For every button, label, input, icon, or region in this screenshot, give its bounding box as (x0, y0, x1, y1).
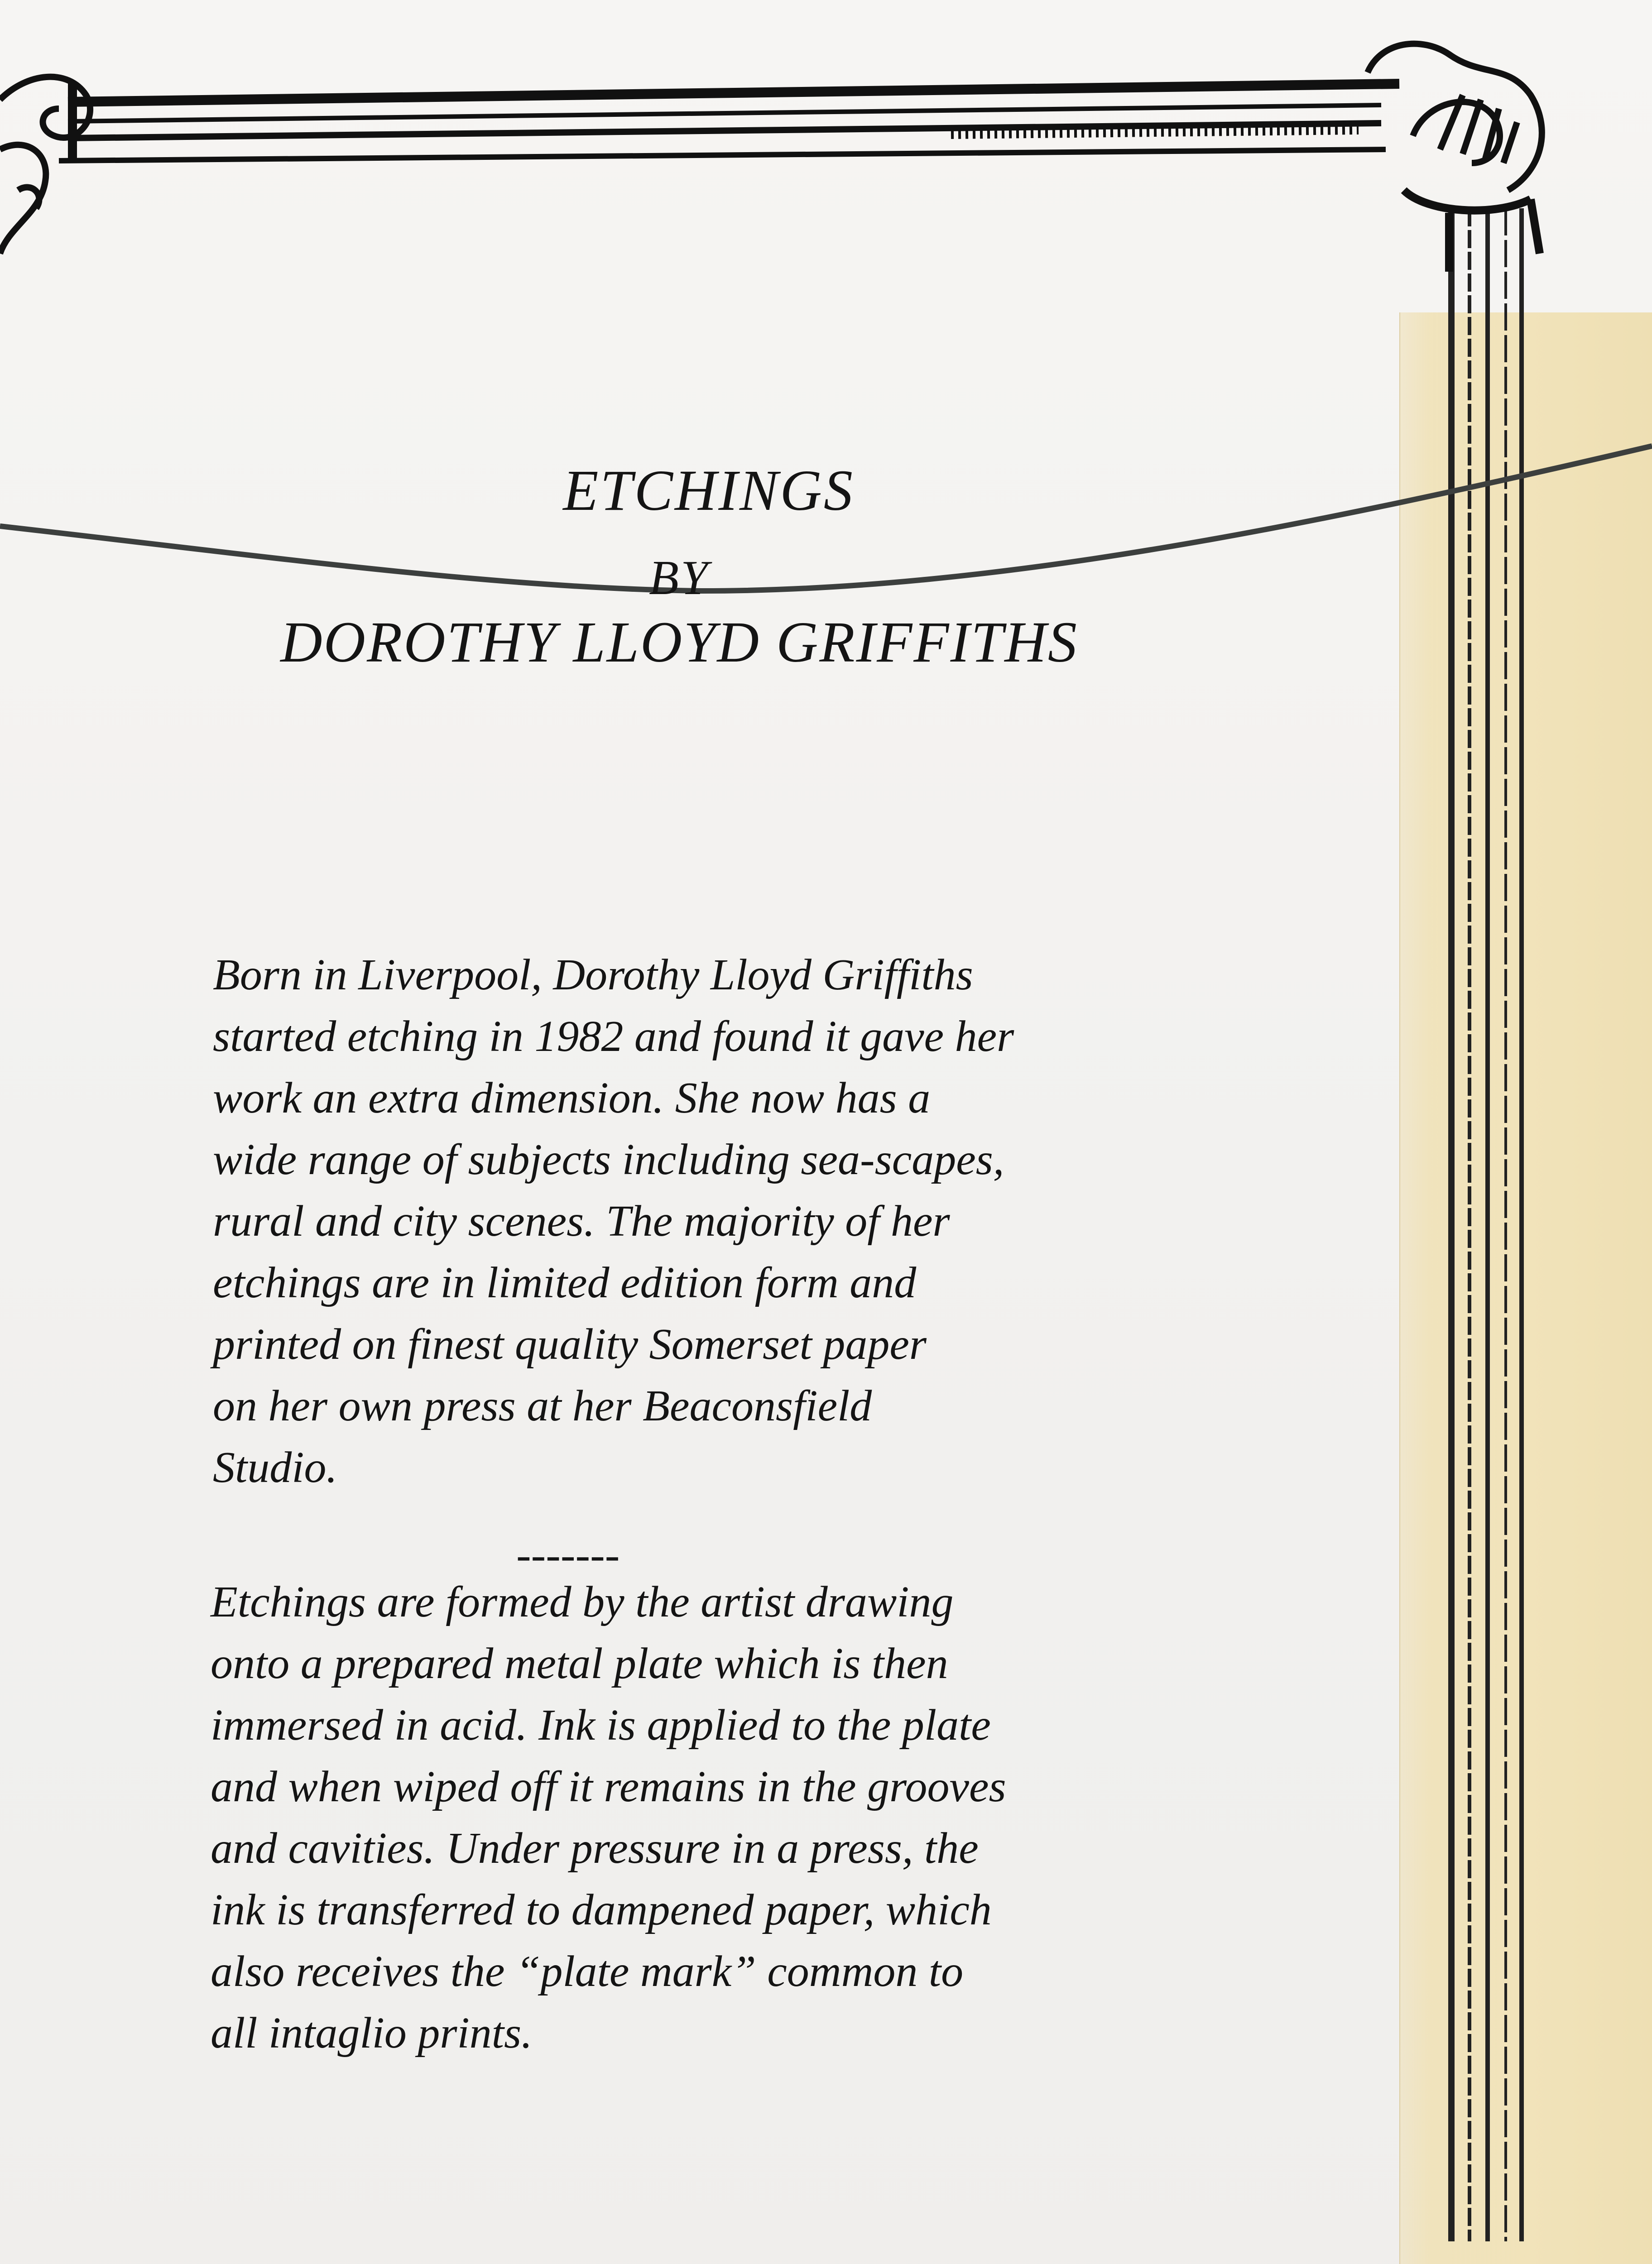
process-line: all intaglio prints. (211, 2009, 533, 2058)
process-line: and when wiped off it remains in the grooves (211, 1762, 1006, 1811)
process-line: and cavities. Under pressure in a press, the (211, 1824, 979, 1873)
heading-artist-name: DOROTHY LLOYD GRIFFITHS (280, 610, 1078, 674)
shell-ornament (1368, 44, 1542, 272)
biography-line: on her own press at her Beaconsfield (213, 1381, 872, 1430)
right-border-column (1451, 208, 1522, 2241)
process-line: Etchings are formed by the artist drawing (211, 1578, 954, 1626)
section-separator: ------- (516, 1530, 620, 1579)
biography-line: printed on finest quality Somerset paper (213, 1320, 927, 1369)
biography-line: Studio. (213, 1443, 337, 1492)
process-line: ink is transferred to dampened paper, which (211, 1885, 992, 1934)
biography-paragraph (213, 944, 1322, 1498)
heading-by: BY (648, 551, 710, 605)
corner-scroll-ornament (0, 77, 90, 254)
biography-line: work an extra dimension. She now has a (213, 1074, 931, 1122)
process-line: onto a prepared metal plate which is then (211, 1639, 948, 1688)
process-line: also receives the “plate mark” common to (211, 1947, 964, 1996)
top-border (59, 84, 1399, 161)
process-paragraph (211, 1571, 1343, 2064)
biography-line: rural and city scenes. The majority of her (213, 1197, 950, 1246)
process-line: immersed in acid. Ink is applied to the plate (211, 1701, 991, 1750)
biography-line: wide range of subjects including sea-scapes, (213, 1135, 1004, 1184)
biography-line: etchings are in limited edition form and (213, 1258, 917, 1307)
biography-line: Born in Liverpool, Dorothy Lloyd Griffiths (213, 950, 973, 999)
biography-line: started etching in 1982 and found it gave her (213, 1012, 1014, 1061)
heading-etchings: ETCHINGS (563, 458, 855, 523)
